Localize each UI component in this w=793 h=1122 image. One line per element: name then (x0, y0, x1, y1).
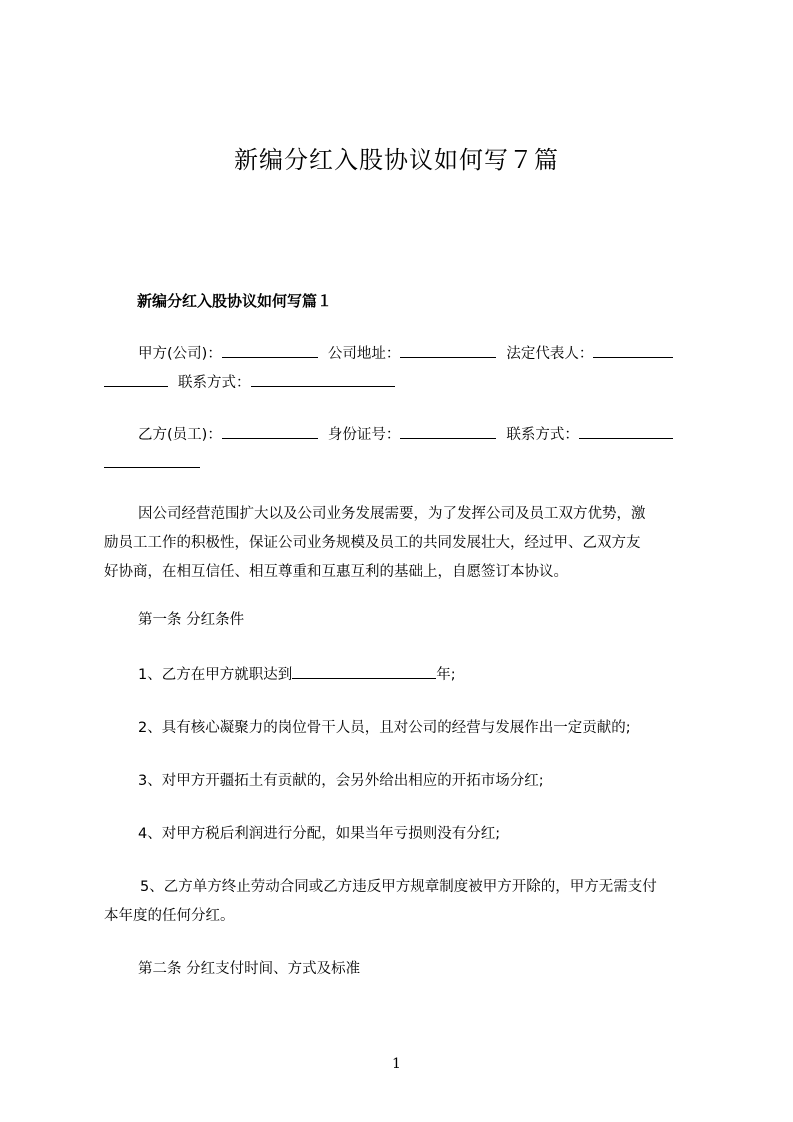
clause-5-line: 5、乙方单方终止劳动合同或乙方违反甲方规章制度被甲方开除的，甲方无需支付 (140, 879, 657, 895)
party-a-contact-label: 联系方式： (178, 375, 251, 391)
clause-5 (104, 873, 704, 931)
party-b-contact-label: 联系方式： (506, 427, 579, 443)
party-b-line-2 (104, 450, 704, 479)
clause-1-text: 1、乙方在甲方就职达到 (138, 667, 293, 683)
party-b-contact-blank-cont (104, 452, 200, 468)
party-a-line-2 (104, 369, 704, 398)
intro-line: 励员工工作的积极性，保证公司业务规模及员工的共同发展壮大，经过甲、乙双方友 (104, 535, 641, 551)
party-a-address-label: 公司地址： (327, 346, 401, 362)
party-b-id-label: 身份证号： (327, 427, 401, 443)
party-a-rep-label: 法定代表人： (506, 346, 594, 362)
years-blank (292, 663, 436, 679)
party-a-block (104, 340, 704, 398)
party-b-line-1 (104, 421, 704, 450)
intro-paragraph (104, 500, 704, 587)
party-a-address-blank (400, 342, 496, 358)
party-a-line-1 (104, 340, 704, 369)
clause-2: 2、具有核心凝聚力的岗位骨干人员，且对公司的经营与发展作出一定贡献的; (138, 720, 631, 736)
document-title: 新编分红入股协议如何写７篇 (234, 146, 559, 174)
clause-1 (104, 661, 738, 690)
clause-4: 4、对甲方税后利润进行分配，如果当年亏损则没有分红; (138, 826, 501, 842)
party-b-id-blank (400, 423, 496, 439)
party-a-rep-blank-cont (104, 371, 168, 387)
section-heading: 新编分红入股协议如何写篇１ (137, 292, 333, 310)
party-b-name-blank (222, 423, 318, 439)
clause-5-line: 本年度的任何分红。 (104, 908, 235, 924)
intro-line: 因公司经营范围扩大以及公司业务发展需要，为了发挥公司及员工双方优势，激 (138, 506, 646, 522)
article-1-heading: 第一条 分红条件 (138, 612, 245, 628)
page-number: 1 (392, 1056, 401, 1072)
clause-1-suffix: 年; (436, 667, 456, 683)
party-b-contact-blank (579, 423, 673, 439)
party-a-rep-blank (593, 342, 673, 358)
party-b-label: 乙方(员工)： (138, 427, 222, 443)
party-a-contact-blank (251, 371, 395, 387)
article-2-heading: 第二条 分红支付时间、方式及标准 (138, 961, 361, 977)
party-a-name-blank (222, 342, 318, 358)
clause-3: 3、对甲方开疆拓土有贡献的，会另外给出相应的开拓市场分红; (138, 773, 544, 789)
party-b-block (104, 421, 704, 479)
party-a-label: 甲方(公司)： (138, 346, 222, 362)
intro-line: 好协商，在相互信任、相互尊重和互惠互利的基础上，自愿签订本协议。 (104, 564, 568, 580)
